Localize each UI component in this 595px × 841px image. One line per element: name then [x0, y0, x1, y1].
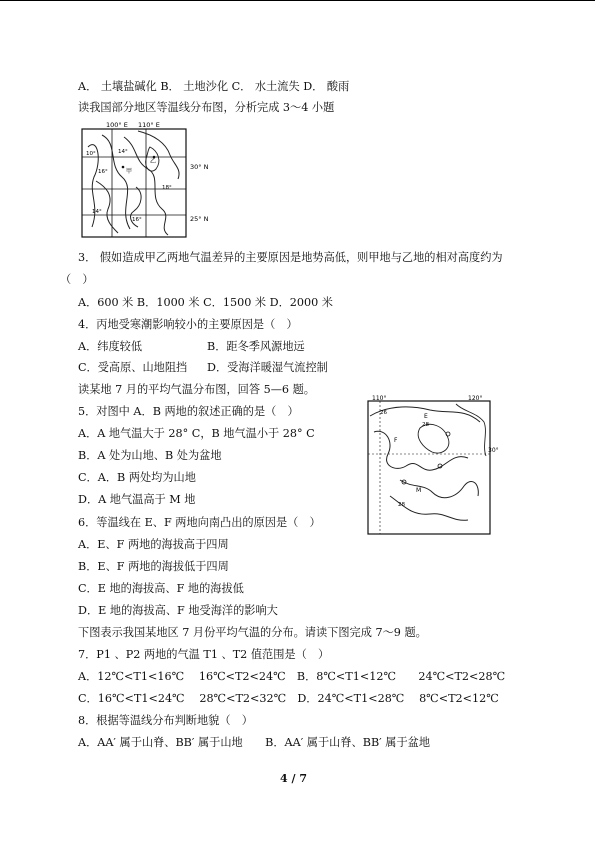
map2-t2: 28 — [422, 422, 429, 428]
q4-option-c: C．受高原、山地阻挡 — [78, 361, 188, 374]
q4-option-d: D．受海洋暖湿气流控制 — [207, 361, 328, 374]
q6-stem: 6．等温线在 E、F 两地向南凸出的原因是（ ） — [78, 516, 321, 529]
isotherm-map-1 — [78, 117, 228, 242]
intro-7-9: 下图表示我国某地区 7 月份平均气温的分布。请读下图完成 7～9 题。 — [78, 626, 427, 639]
map1-lon1: 100° E — [106, 121, 128, 129]
q6-option-b: B．E、F 两地的海拔低于四周 — [78, 560, 229, 573]
isotherm-map-2 — [360, 392, 500, 537]
map1-t2: 14° — [118, 149, 128, 155]
top-border — [0, 0, 595, 1]
map2-m: M — [416, 487, 422, 494]
q8-stem: 8．根据等温线分布判断地貌（ ） — [78, 714, 253, 727]
map2-lat: 30° — [488, 447, 499, 454]
q6-option-c: C．E 地的海拔高、F 地的海拔低 — [78, 582, 244, 595]
map1-yi: 乙 — [150, 158, 157, 165]
map2-lon1: 110° — [372, 395, 387, 402]
q7-options-row1: A．12℃<T1<16℃ 16℃<T2<24℃ B．8℃<T1<12℃ 24℃<T2<28℃ — [78, 670, 506, 683]
q7-options-row2: C．16℃<T1<24℃ 28℃<T2<32℃ D．24℃<T1<28℃ 8℃<T2<12℃ — [78, 692, 499, 705]
q7-stem: 7．P1 、P2 两地的气温 T1 、T2 值范围是（ ） — [78, 648, 330, 661]
q6-option-a: A．E、F 两地的海拔高于四周 — [78, 538, 229, 551]
map1-lat2: 25° N — [190, 215, 209, 223]
map2-f: F — [394, 437, 398, 444]
q5-option-b: B．A 处为山地、B 处为盆地 — [78, 449, 222, 462]
q4-option-b: B．距冬季风源地远 — [207, 340, 305, 353]
map2-t3: 28 — [398, 502, 405, 508]
q5-option-a: A．A 地气温大于 28° C，B 地气温小于 28° C — [78, 427, 315, 440]
map1-t3: 16° — [98, 169, 108, 175]
map1-t5: 14° — [92, 209, 102, 215]
q4-stem: 4．丙地受寒潮影响较小的主要原因是（ ） — [78, 318, 298, 331]
q5-stem: 5．对图中 A．B 两地的叙述正确的是（ ） — [78, 405, 299, 418]
q3-line1: 3． 假如造成甲乙两地气温差异的主要原因是地势高低，则甲地与乙地的相对高度约为 — [78, 251, 503, 264]
map2-lon2: 120° — [468, 395, 483, 402]
map1-lat1: 30° N — [190, 163, 209, 171]
q5-option-d: D．A 地气温高于 M 地 — [78, 493, 196, 506]
q8-options: A．AA′ 属于山脊、BB′ 属于山地 B．AA′ 属于山脊、BB′ 属于盆地 — [78, 736, 431, 749]
q2-options: A． 土壤盐碱化 B． 土地沙化 C． 水土流失 D． 酸雨 — [78, 80, 350, 93]
q3-options: A．600 米 B．1000 米 C．1500 米 D．2000 米 — [78, 296, 333, 309]
map1-t4: 18° — [162, 185, 172, 191]
q5-option-c: C．A．B 两处均为山地 — [78, 471, 196, 484]
q4-option-a: A．纬度较低 — [78, 340, 143, 353]
q3-line2: （ ） — [60, 273, 94, 286]
map1-t1: 10° — [86, 151, 96, 157]
map2-e: E — [424, 413, 428, 420]
map1-lon2: 110° E — [138, 121, 160, 129]
page-number: 4 / 7 — [280, 772, 307, 785]
intro-3-4: 读我国部分地区等温线分布图，分析完成 3～4 小题 — [78, 101, 335, 114]
q6-option-d: D．E 地的海拔高、F 地受海洋的影响大 — [78, 604, 278, 617]
map2-t1: 26 — [380, 410, 387, 416]
intro-5-6: 读某地 7 月的平均气温分布图，回答 5—6 题。 — [78, 383, 315, 396]
map1-t6: 16° — [132, 217, 142, 223]
map1-jia: 甲 — [126, 168, 133, 175]
